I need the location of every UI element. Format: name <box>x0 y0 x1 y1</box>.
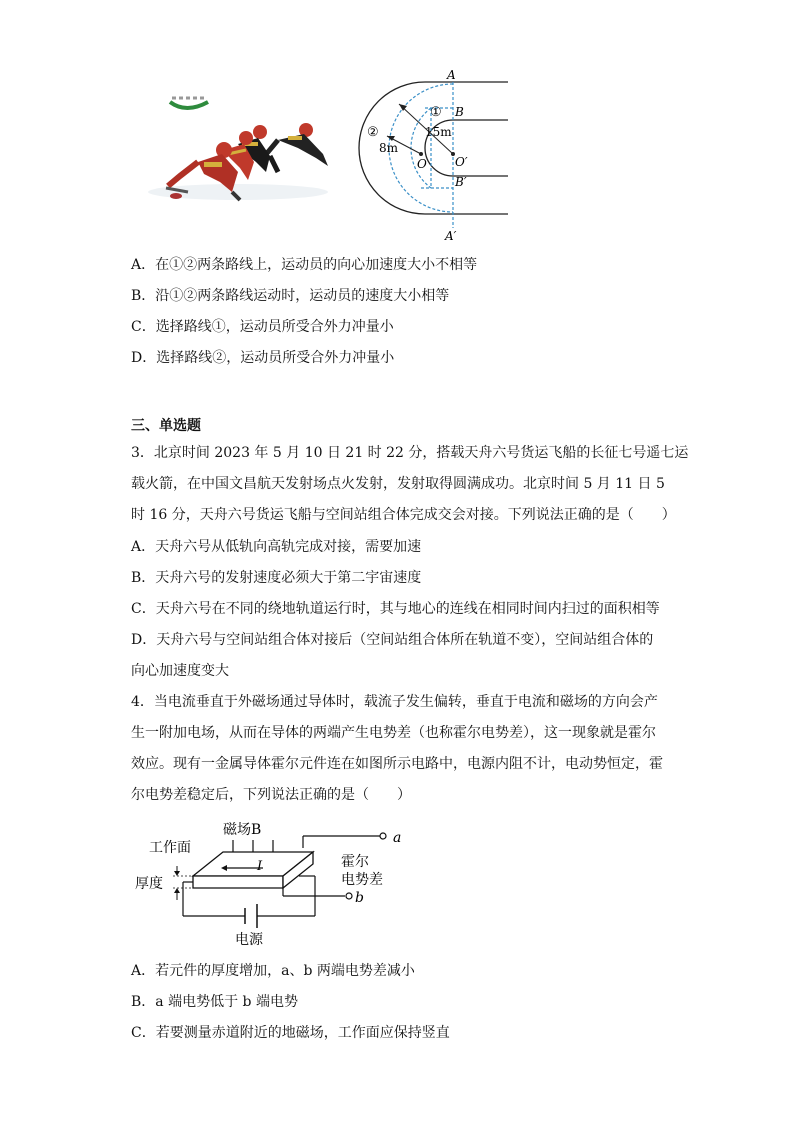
track-diagram <box>335 68 520 243</box>
q3-option-c: C．天舟六号在不同的绕地轨道运行时，其与地心的连线在相同时间内扫过的面积相等 <box>131 601 660 617</box>
q4-option-a: A．若元件的厚度增加，a、b 两端电势差减小 <box>131 963 415 979</box>
label-a: a <box>393 830 402 846</box>
label-B-prime: B′ <box>455 175 467 189</box>
label-O: O <box>417 157 427 171</box>
q2-option-a: A．在①②两条路线上，运动员的向心加速度大小不相等 <box>131 257 478 273</box>
label-route1: ① <box>430 105 442 120</box>
label-B: B <box>455 105 464 119</box>
label-A-prime: A′ <box>445 229 457 243</box>
q3-stem-line2: 载火箭，在中国文昌航天发射场点火发射，发射取得圆满成功。北京时间 5 月 11 日 5 <box>131 476 665 492</box>
label-15m: 15m <box>425 125 452 139</box>
label-O-prime: O′ <box>455 155 468 169</box>
q3-option-d-cont: 向心加速度变大 <box>131 663 229 679</box>
q4-option-b: B．a 端电势低于 b 端电势 <box>131 994 298 1010</box>
label-b: b <box>355 890 364 906</box>
label-hall-2: 电势差 <box>341 872 383 888</box>
hall-effect-diagram <box>135 818 425 950</box>
q4-option-c: C．若要测量赤道附近的地磁场，工作面应保持竖直 <box>131 1025 450 1041</box>
q3-stem-line3: 时 16 分，天舟六号货运飞船与空间站组合体完成交会对接。下列说法正确的是（ ） <box>131 507 676 523</box>
label-route2: ② <box>367 125 379 140</box>
label-thickness: 厚度 <box>135 876 163 892</box>
label-face: 工作面 <box>149 840 191 856</box>
label-source: 电源 <box>235 932 263 948</box>
q3-stem-line1: 3．北京时间 2023 年 5 月 10 日 21 时 22 分，搭载天舟六号货运飞船的长征七号遥七运 <box>131 445 689 461</box>
q2-option-d: D．选择路线②，运动员所受合外力冲量小 <box>131 350 395 366</box>
q4-stem-line1: 4．当电流垂直于外磁场通过导体时，载流子发生偏转，垂直于电流和磁场的方向会产 <box>131 694 658 710</box>
label-current: I <box>257 859 263 874</box>
q4-stem-line2: 生一附加电场，从而在导体的两端产生电势差（也称霍尔电势差），这一现象就是霍尔 <box>131 725 656 741</box>
q3-option-b: B．天舟六号的发射速度必须大于第二宇宙速度 <box>131 570 422 586</box>
section-heading: 三、单选题 <box>131 418 201 434</box>
q4-stem-line4: 尔电势差稳定后，下列说法正确的是（ ） <box>131 787 411 803</box>
q3-option-d: D．天舟六号与空间站组合体对接后（空间站组合体所在轨道不变），空间站组合体的 <box>131 632 654 648</box>
q3-option-a: A．天舟六号从低轨向高轨完成对接，需要加速 <box>131 539 422 555</box>
q2-option-c: C．选择路线①，运动员所受合外力冲量小 <box>131 319 394 335</box>
label-A: A <box>447 68 456 82</box>
q2-option-b: B．沿①②两条路线运动时，运动员的速度大小相等 <box>131 288 450 304</box>
label-hall-1: 霍尔 <box>341 854 369 870</box>
label-field: 磁场B <box>223 822 262 838</box>
skaters-photo <box>128 92 338 207</box>
label-8m: 8m <box>379 141 399 155</box>
q4-stem-line3: 效应。现有一金属导体霍尔元件连在如图所示电路中，电源内阻不计，电动势恒定，霍 <box>131 756 663 772</box>
